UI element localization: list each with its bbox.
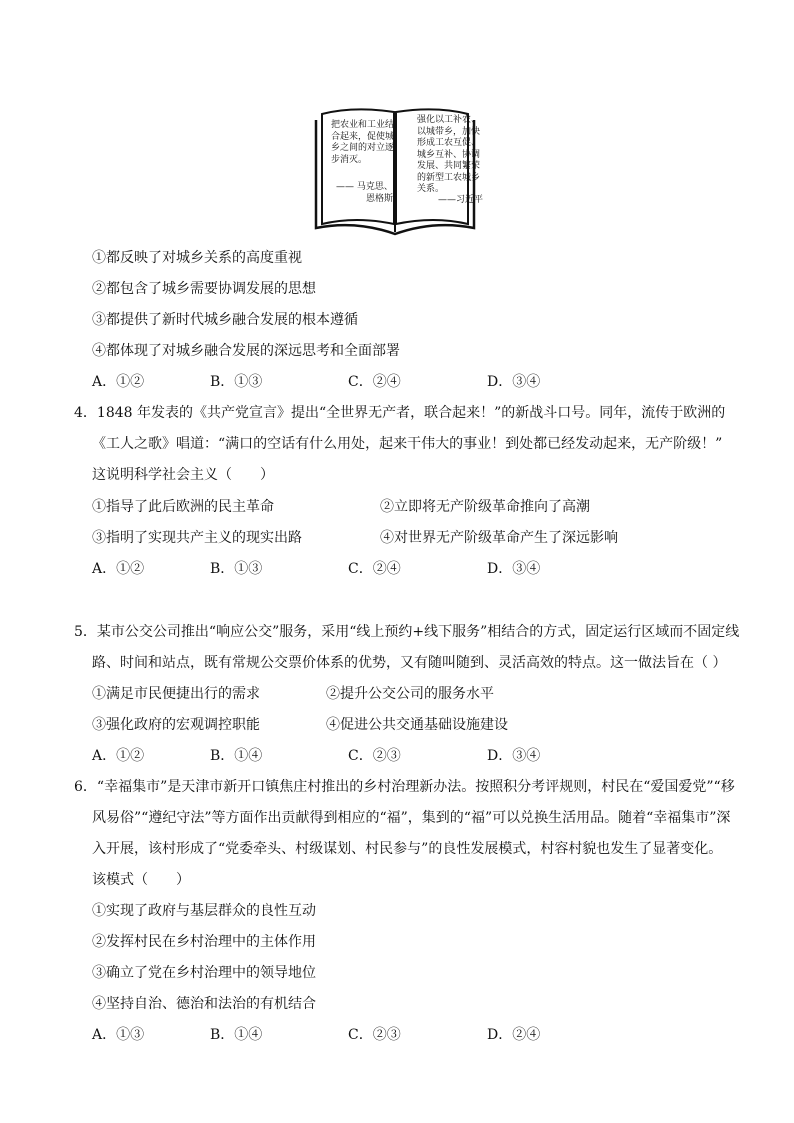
q4-item-4: ④对世界无产阶级革命产生了深远影响 <box>380 530 618 546</box>
q6-item-2: ②发挥村民在乡村治理中的主体作用 <box>92 934 316 950</box>
q3-item-2: ②都包含了城乡需要协调发展的思想 <box>92 281 316 297</box>
book-right-line: 关系。 <box>417 184 445 194</box>
book-right-line: 以城带乡，加快 <box>417 126 481 137</box>
q3-item-4: ④都体现了对城乡融合发展的深远思考和全面部署 <box>92 343 400 359</box>
q3-item-3: ③都提供了新时代城乡融合发展的根本遵循 <box>92 312 358 328</box>
book-left-page <box>331 120 395 166</box>
book-right-line: 的新型工农城乡 <box>417 172 481 183</box>
q4-choice-b[interactable]: B．①③ <box>210 561 263 577</box>
q6-stem-line: 该模式（ ） <box>92 872 190 888</box>
q6-choice-b[interactable]: B．①④ <box>210 1027 263 1043</box>
q5-item-4: ④促进公共交通基础设施建设 <box>326 717 508 733</box>
book-right-page <box>417 115 483 196</box>
book-right-line: 形成工农互促、 <box>417 138 481 148</box>
q6-item-4: ④坚持自治、德治和法治的有机结合 <box>92 996 316 1012</box>
q4-stem-line: 4．1848 年发表的《共产党宣言》提出“全世界无产者，联合起来！”的新战斗口号。同年，流传于欧洲的 <box>74 405 726 421</box>
q4-choice-c[interactable]: C．②④ <box>348 561 401 577</box>
q5-choice-c[interactable]: C．②③ <box>348 748 401 764</box>
q5-item-2: ②提升公交公司的服务水平 <box>326 686 494 702</box>
book-left-attribution: —— 马克思、 <box>336 182 393 192</box>
q3-choice-d[interactable]: D．③④ <box>487 374 541 390</box>
book-right-line: 发展、共同繁荣 <box>417 161 481 171</box>
book-right-line: 城乡互补、协调 <box>417 149 481 160</box>
q6-item-3: ③确立了党在乡村治理中的领导地位 <box>92 965 316 981</box>
q5-item-1: ①满足市民便捷出行的需求 <box>92 686 260 702</box>
q3-choice-b[interactable]: B．①③ <box>210 374 263 390</box>
q5-stem-line: 5．某市公交公司推出“响应公交”服务，采用“线上预约+线下服务”相结合的方式，固定运行区域而不固定线 <box>74 624 740 640</box>
book-left-line: 把农业和工业结 <box>331 120 395 130</box>
q6-stem-line: 风易俗”“遵纪守法”等方面作出贡献得到相应的“福”，集到的“福”可以兑换生活用品。随着“幸福集市”深 <box>92 810 731 826</box>
q3-item-1: ①都反映了对城乡关系的高度重视 <box>92 250 302 266</box>
q4-choice-d[interactable]: D．③④ <box>487 561 541 577</box>
q4-stem-line: 《工人之歌》唱道：“满口的空话有什么用处，起来干伟大的事业！到处都已经发动起来，无产阶级！” <box>92 436 723 452</box>
q6-item-1: ①实现了政府与基层群众的良性互动 <box>92 903 316 919</box>
book-right-attribution: ——习近平 <box>438 195 484 205</box>
q4-item-2: ②立即将无产阶级革命推向了高潮 <box>380 499 590 515</box>
q4-item-1: ①指导了此后欧洲的民主革命 <box>92 499 274 515</box>
q3-choice-a[interactable]: A．①② <box>92 374 145 390</box>
book-illustration <box>314 100 484 236</box>
q5-stem-line: 路、时间和站点，既有常规公交票价体系的优势，又有随叫随到、灵活高效的特点。这一做法旨在（ ） <box>92 655 727 671</box>
q4-stem-line: 这说明科学社会主义（ ） <box>92 467 274 483</box>
q6-choice-c[interactable]: C．②③ <box>348 1027 401 1043</box>
book-left-line: 步消灭。 <box>331 154 368 165</box>
q6-stem-line: 6．“幸福集市”是天津市新开口镇焦庄村推出的乡村治理新办法。按照积分考评规则，村民在“爱国爱党”“移 <box>74 779 735 795</box>
q3-choice-c[interactable]: C．②④ <box>348 374 401 390</box>
book-left-line: 合起来，促使城 <box>331 131 395 142</box>
q6-choice-a[interactable]: A．①③ <box>92 1027 145 1043</box>
q5-choice-d[interactable]: D．③④ <box>487 748 541 764</box>
q6-stem-line: 入开展，该村形成了“党委牵头、村级谋划、村民参与”的良性发展模式，村容村貌也发生了显著变化。 <box>92 841 723 857</box>
book-left-line: 乡之间的对立逐 <box>331 143 395 153</box>
book-right-line: 强化以工补农、 <box>417 115 481 125</box>
q4-choice-a[interactable]: A．①② <box>92 561 145 577</box>
q5-choice-a[interactable]: A．①② <box>92 748 145 764</box>
book-left-attribution-2: 恩格斯 <box>366 194 394 204</box>
q5-choice-b[interactable]: B．①④ <box>210 748 263 764</box>
q6-choice-d[interactable]: D．②④ <box>487 1027 541 1043</box>
q5-item-3: ③强化政府的宏观调控职能 <box>92 717 260 733</box>
q4-item-3: ③指明了实现共产主义的现实出路 <box>92 530 302 546</box>
